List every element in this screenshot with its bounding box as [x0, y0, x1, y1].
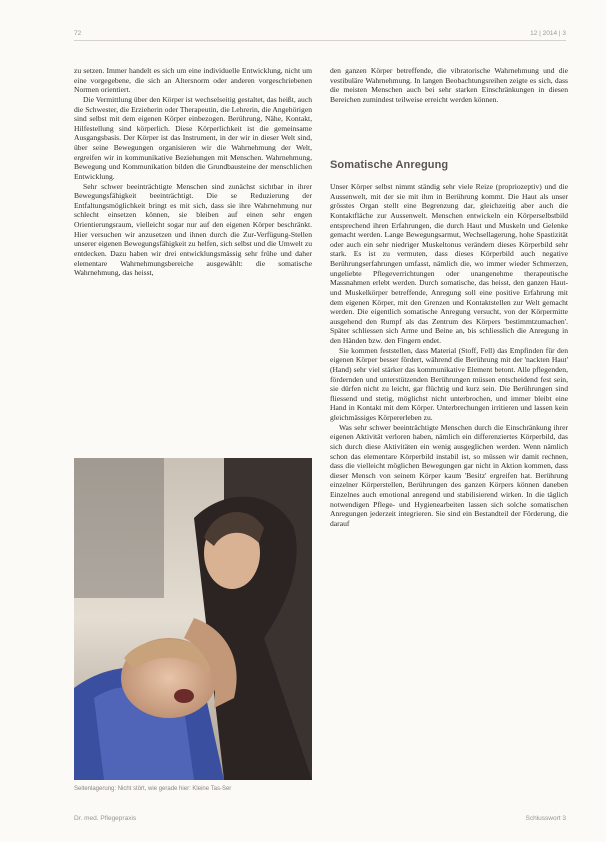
paragraph: den ganzen Körper betreffende, die vibratorische Wahrnehmung und die vestibuläre Wahrnehmung. In langen Beobachtungsreihen zeigte es sich, dass die meisten Menschen auch bei sehr starken Einschränkungen in diesen Bereichen zumindest teilweise erreicht werden können.	[330, 66, 568, 104]
paragraph: Sehr schwer beeinträchtigte Menschen sind zunächst sichtbar in ihrer Bewegungsfähigkeit beeinträchtigt. Die se Reduzierung der Entfaltungsmöglichkeit bringt es mit sich, dass sie ihre Wahrnehmung nur schlecht einsetzen können, sie bleiben auf einen sehr engen Orientierungsraum, vielleicht sogar nur auf den eigenen Körper beschränkt. Hier versuchen wir anzusetzen und ihnen durch die Zur-Verfügung-Stellen unserer eigenen Bewegungsfähigkeit zu helfen, sich selbst und die Umwelt zu entdecken. Dazu haben wir drei entwicklungsmässig sehr frühe und daher elementare Wahrnehmungsbereiche ausgewählt: die somatische Wahrnehmung, das heisst,	[74, 181, 312, 278]
paragraph: Sie kommen feststellen, dass Material (Stoff, Fell) das Empfinden für den eigenen Körper besser fördert, während die Berührung mit der 'nackten Haut' (Hand) sehr viel stärker das kommunikative Element betont. Alle pflegenden, fördernden und unterstützenden Berührungen müssen entscheidend fest sein, sie dürfen nicht zu leicht, gar flüchtig und kurz sein. Die Berührungen sind fliessend und stetig, möglichst nicht unterbrochen, und immer bleibt eine Hand in Kontakt mit dem Körper. Unterbrechungen irritieren und lassen kein gleichmässiges Körpererleben zu.	[330, 345, 568, 422]
section-heading: Somatische Anregung	[330, 159, 449, 171]
photo-caption: Seitenlagerung: Nicht stört, wie gerade hier: Kleine Tas-Ser	[74, 786, 232, 792]
issue-label: 12 | 2014 | 3	[530, 30, 566, 37]
header-rule	[74, 40, 566, 41]
right-column-body	[330, 182, 568, 529]
footer-right: Schlusswort 3	[525, 815, 566, 822]
photo-illustration	[74, 458, 312, 780]
caregiver-photo	[74, 458, 312, 780]
right-column-top	[330, 66, 568, 105]
paragraph: Die Vermittlung über den Körper ist wechselseitig gestaltet, das heißt, auch die Schwester, die Erzieherin oder Therapeutin, die Lehrerin, die Angehörigen sind selbst mit dem eigenen Körper einbezogen. Berührung, Nähe, Kontakt, Hilfestellung sind körperlich. Diese Körperlichkeit ist die gemeinsame Ausgangsbasis. Der Körper ist das Instrument, in der wir in dieser Welt sind, über seine Bewegungen organisieren wir die Wahrnehmung der Welt, ergreifen wir in kommunikative Beziehungen mit Menschen. Wahrnehmung, Bewegung und Kommunikation bilden die Grundbausteine der menschlichen Entwicklung.	[74, 94, 312, 181]
left-column	[74, 66, 312, 278]
paragraph: Was sehr schwer beeinträchtigte Menschen durch die Einschränkung ihrer eigenen Aktivität verloren haben, nämlich ein differenziertes Körperbild, das sich durch diese Aktivitäten ein wenig ausgeglichen werden. Wenn nämlich schon das elementare Körperbild instabil ist, so müssen wir damit rechnen, dass die vielleicht möglichen Bewegungen gar nicht in Aktion kommen, dass dieser Mensch von seinem Körper kaum 'Besitz' ergreifen hat. Berührung einzelner Körperstellen, Berührungen des ganzen Körpers können daneben Einzelnes auch emotional anregend und stabilisierend wirken. In die täglich notwendigen Pflege- und Hygienearbeiten lassen sich solche somatischen Anregungen jederzeit integrieren. Sie sind ein Bestandteil der Förderung, die darauf	[330, 422, 568, 528]
page-number: 72	[74, 30, 82, 37]
footer-left: Dr. med. Pflegepraxis	[74, 815, 137, 822]
paragraph: Unser Körper selbst nimmt ständig sehr viele Reize (propriozeptiv) und die Aussenwelt, mit der sie mit ihm in Berührung kommt. Die Haut als unser grösstes Organ stellt eine Begrenzung dar, gleichzeitig aber auch die Kontaktfläche zur Aussenwelt. Menschen entwickeln ein Körperselbstbild entsprechend ihren Erfahrungen, die durch Haut und Muskeln und Gelenke gemacht werden. Lange Bewegungsarmut, Wechsellagerung, hohe Spastizität oder auch ein sehr niedriger Muskeltonus verändern dieses Körperbild sehr stark. Es ist zu vermuten, dass dieses Körperbild auch negative Berührungserfahrungen umfasst, nämlich die, wo immer wieder Schmerzen, ungeliebte Pflegeverrichtungen oder unangenehme therapeutische Massnahmen erlebt werden. Durch somatische, das heisst, den ganzen Haut- und Muskelkörper betreffende, Anregung soll eine positive Erfahrung mit dem eigenen Körper, mit den Grenzen und Kontaktstellen zur Welt gemacht werden. Die eigentlich somatische Anregung versucht, von der Körpermitte ausgehend den Rumpf als das Zentrum des Körpers 'bestimmtzumachen'. Später schliessen sich Arme und Beine an, bis schliesslich die Anregung in den Händen bzw. den Fingern endet.	[330, 182, 568, 345]
paragraph: zu setzen. Immer handelt es sich um eine individuelle Entwicklung, nicht um eine vorgegebene, die sich an Altersnorm oder anderen vorgeschriebenen Normen orientiert.	[74, 66, 312, 95]
